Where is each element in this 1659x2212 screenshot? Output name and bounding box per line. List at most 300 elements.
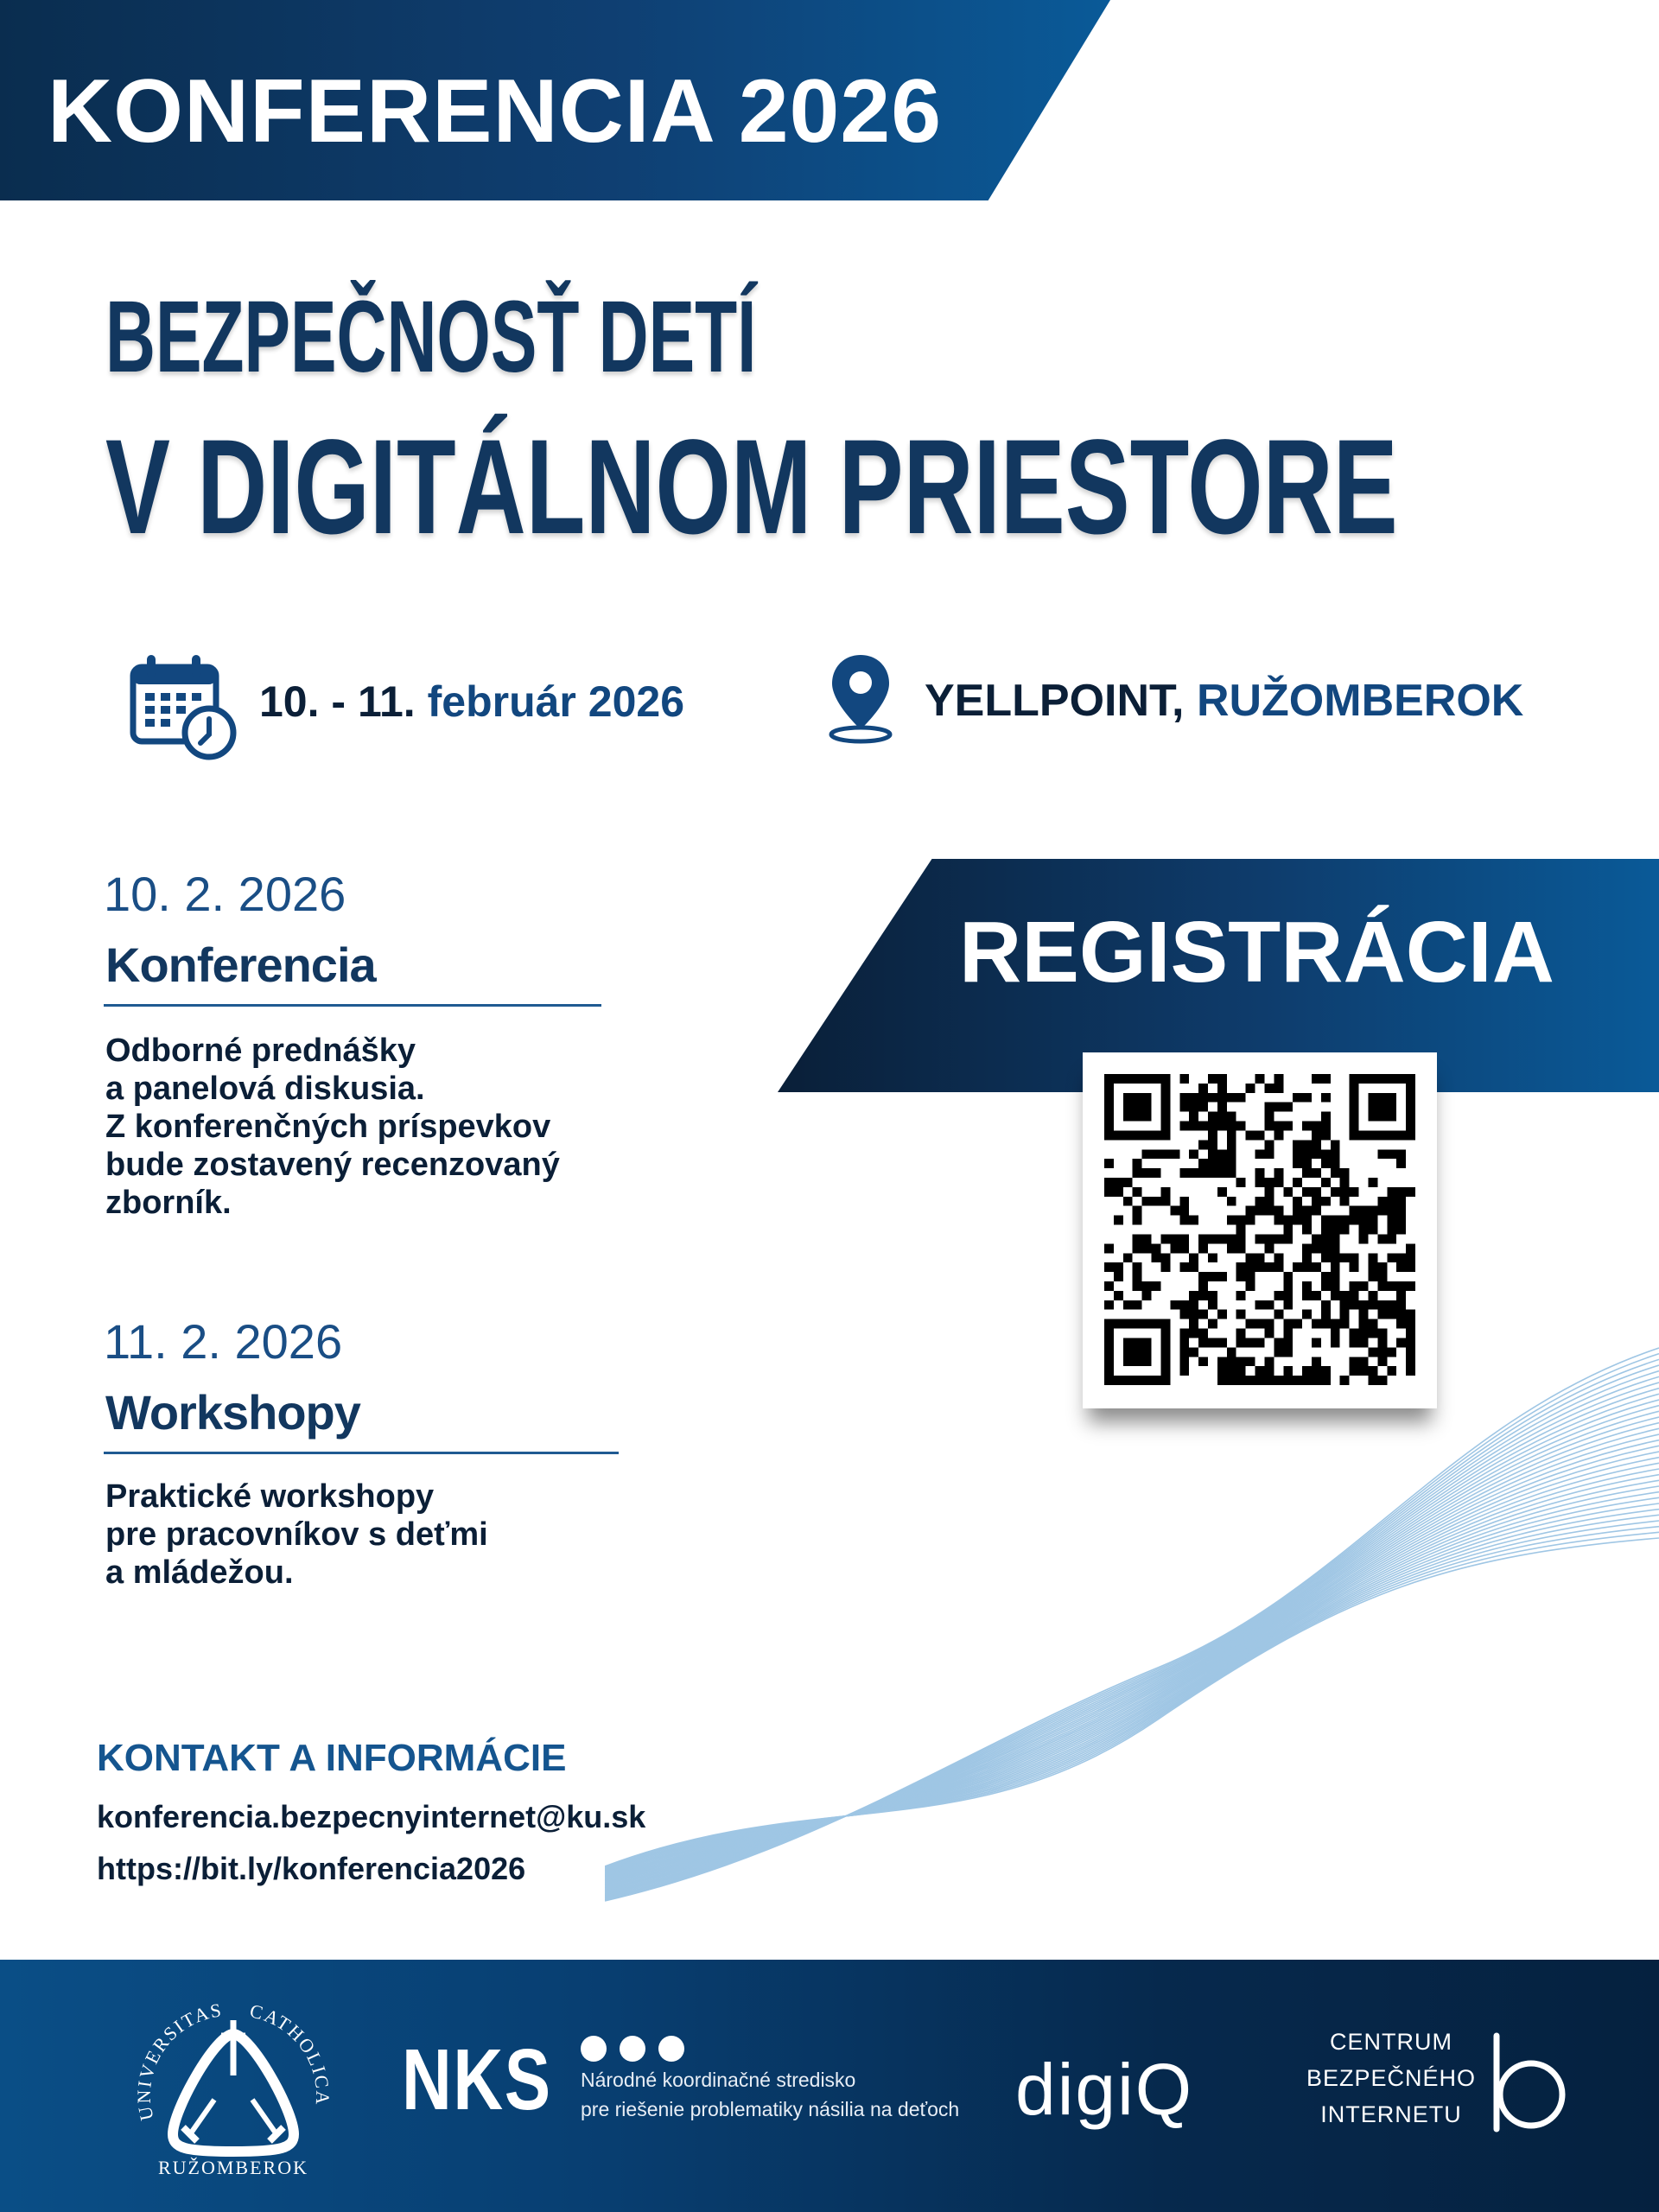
qr-module [1406, 1103, 1415, 1112]
qr-module [1359, 1206, 1369, 1216]
qr-module [1217, 1376, 1227, 1385]
qr-module [1274, 1234, 1283, 1243]
qr-module [1321, 1281, 1331, 1291]
qr-module [1255, 1234, 1265, 1243]
qr-module [1321, 1310, 1331, 1319]
qr-module [1387, 1310, 1396, 1319]
qr-module [1321, 1178, 1331, 1187]
qr-module [1359, 1225, 1369, 1235]
qr-module [1350, 1074, 1359, 1084]
qr-module [1104, 1281, 1114, 1291]
qr-module [1302, 1122, 1312, 1131]
qr-module [1123, 1338, 1133, 1347]
qr-module [1227, 1376, 1236, 1385]
qr-module [1208, 1112, 1217, 1122]
qr-module [1142, 1168, 1152, 1178]
qr-module [1312, 1206, 1321, 1216]
qr-module [1350, 1338, 1359, 1347]
qr-module [1377, 1149, 1387, 1159]
contact-url-link[interactable]: https://bit.ly/konferencia2026 [97, 1851, 526, 1886]
qr-module [1264, 1112, 1274, 1122]
event-dates-days: 10. - 11. [259, 677, 416, 726]
qr-module [1142, 1319, 1152, 1329]
day-2-divider [104, 1452, 619, 1454]
qr-module [1312, 1338, 1321, 1347]
qr-module [1160, 1074, 1170, 1084]
qr-module [1396, 1281, 1406, 1291]
qr-module [1246, 1376, 1255, 1385]
qr-module [1406, 1074, 1415, 1084]
qr-module [1104, 1159, 1114, 1168]
qr-module [1283, 1366, 1293, 1376]
qr-module [1142, 1103, 1152, 1112]
description-line: bude zostavený recenzovaný [105, 1147, 560, 1183]
qr-module [1133, 1187, 1142, 1197]
qr-module [1104, 1319, 1114, 1329]
qr-module [1255, 1149, 1265, 1159]
qr-module [1359, 1319, 1369, 1329]
qr-module [1208, 1300, 1217, 1310]
qr-module [1104, 1122, 1114, 1131]
qr-module [1114, 1376, 1123, 1385]
location-pin-icon [825, 650, 896, 745]
qr-module [1368, 1130, 1377, 1140]
qr-module [1396, 1262, 1406, 1272]
qr-module [1396, 1225, 1406, 1235]
qr-module [1283, 1347, 1293, 1357]
qr-module [1133, 1357, 1142, 1366]
qr-module [1350, 1329, 1359, 1338]
qr-module [1104, 1357, 1114, 1366]
qr-module [1359, 1329, 1369, 1338]
qr-module [1189, 1347, 1198, 1357]
qr-module [1377, 1281, 1387, 1291]
qr-module [1302, 1376, 1312, 1385]
nks-dot-icon [620, 2036, 645, 2062]
qr-module [1331, 1234, 1340, 1243]
qr-module [1160, 1084, 1170, 1093]
qr-module [1396, 1338, 1406, 1347]
qr-module [1246, 1338, 1255, 1347]
qr-module [1198, 1159, 1208, 1168]
qr-module [1396, 1130, 1406, 1140]
qr-module [1152, 1243, 1161, 1253]
qr-module [1255, 1319, 1265, 1329]
qr-module [1406, 1329, 1415, 1338]
qr-module [1377, 1103, 1387, 1112]
qr-module [1179, 1347, 1189, 1357]
qr-module [1368, 1178, 1377, 1187]
description-line: Praktické workshopy [105, 1478, 435, 1515]
qr-module [1274, 1291, 1283, 1300]
qr-module [1189, 1122, 1198, 1131]
qr-module [1302, 1216, 1312, 1225]
qr-module [1179, 1300, 1189, 1310]
wave-line [605, 1406, 1659, 1891]
qr-module [1340, 1253, 1350, 1262]
qr-module [1283, 1122, 1293, 1131]
qr-module [1387, 1093, 1396, 1103]
qr-module [1264, 1319, 1274, 1329]
qr-module [1255, 1338, 1265, 1347]
qr-module [1293, 1376, 1302, 1385]
qr-module [1142, 1234, 1152, 1243]
qr-module [1387, 1253, 1396, 1262]
qr-module [1368, 1253, 1377, 1262]
qr-module [1331, 1253, 1340, 1262]
qr-module [1274, 1206, 1283, 1216]
qr-module [1274, 1168, 1283, 1178]
qr-module [1396, 1197, 1406, 1206]
qr-module [1227, 1366, 1236, 1376]
qr-module [1302, 1225, 1312, 1235]
qr-module [1377, 1357, 1387, 1366]
qr-module [1179, 1074, 1189, 1084]
qr-module [1104, 1262, 1114, 1272]
qr-module [1189, 1310, 1198, 1319]
qr-module [1123, 1197, 1133, 1206]
qr-module [1114, 1074, 1123, 1084]
qr-module [1179, 1329, 1189, 1338]
qr-module [1293, 1216, 1302, 1225]
qr-module [1246, 1272, 1255, 1281]
qr-module [1246, 1281, 1255, 1291]
qr-module [1396, 1149, 1406, 1159]
qr-module [1236, 1357, 1246, 1366]
qr-module [1302, 1187, 1312, 1197]
qr-module [1359, 1074, 1369, 1084]
description-line: pre pracovníkov s deťmi [105, 1516, 488, 1553]
qr-module [1264, 1187, 1274, 1197]
qr-module [1321, 1159, 1331, 1168]
qr-module [1208, 1272, 1217, 1281]
nks-subtitle-line-1: Národné koordinačné stredisko [581, 2069, 856, 2091]
qr-module [1406, 1319, 1415, 1329]
qr-module [1302, 1206, 1312, 1216]
qr-module [1133, 1093, 1142, 1103]
qr-module [1236, 1376, 1246, 1385]
qr-module [1133, 1074, 1142, 1084]
qr-module [1264, 1206, 1274, 1216]
description-line: Odborné prednášky [105, 1033, 416, 1069]
qr-module [1331, 1149, 1340, 1159]
qr-module [1340, 1376, 1350, 1385]
qr-module [1406, 1347, 1415, 1357]
qr-module [1302, 1253, 1312, 1262]
qr-module [1359, 1130, 1369, 1140]
qr-module [1160, 1376, 1170, 1385]
qr-module [1123, 1376, 1133, 1385]
day-2-title: Workshopy [105, 1385, 360, 1440]
day-1-description [105, 1032, 560, 1222]
qr-module [1293, 1319, 1302, 1329]
qr-module [1198, 1357, 1208, 1366]
qr-module [1227, 1159, 1236, 1168]
qr-module [1283, 1319, 1293, 1329]
qr-module [1264, 1149, 1274, 1159]
qr-module [1208, 1338, 1217, 1347]
qr-module [1208, 1074, 1217, 1084]
qr-module [1198, 1291, 1208, 1300]
qr-module [1179, 1168, 1189, 1178]
wave-line [605, 1428, 1659, 1886]
qr-module [1160, 1197, 1170, 1206]
qr-module [1321, 1197, 1331, 1206]
qr-module [1293, 1159, 1302, 1168]
cbi-line-3: INTERNETU [1320, 2101, 1462, 2127]
qr-module [1236, 1310, 1246, 1319]
qr-module [1227, 1149, 1236, 1159]
qr-module [1331, 1319, 1340, 1329]
qr-module [1246, 1084, 1255, 1093]
qr-module [1350, 1187, 1359, 1197]
qr-module [1406, 1281, 1415, 1291]
qr-module [1368, 1103, 1377, 1112]
qr-module [1359, 1281, 1369, 1291]
qr-module [1387, 1197, 1396, 1206]
qr-module [1312, 1074, 1321, 1084]
qr-module [1340, 1197, 1350, 1206]
qr-module [1321, 1319, 1331, 1329]
qr-module [1104, 1347, 1114, 1357]
qr-module [1368, 1112, 1377, 1122]
catholic-university-logo [121, 1989, 346, 2181]
qr-module [1189, 1168, 1198, 1178]
qr-module [1377, 1262, 1387, 1272]
qr-module [1142, 1130, 1152, 1140]
qr-module [1312, 1130, 1321, 1140]
registration-title: REGISTRÁCIA [959, 904, 1554, 1001]
qr-module [1368, 1225, 1377, 1235]
qr-module [1160, 1347, 1170, 1357]
qr-module [1179, 1310, 1189, 1319]
qr-module [1189, 1103, 1198, 1112]
qr-module [1331, 1243, 1340, 1253]
qr-module [1179, 1234, 1189, 1243]
qr-module [1198, 1281, 1208, 1291]
qr-module [1340, 1310, 1350, 1319]
qr-module [1331, 1216, 1340, 1225]
qr-module [1387, 1149, 1396, 1159]
qr-module [1123, 1074, 1133, 1084]
qr-module [1142, 1112, 1152, 1122]
qr-module [1406, 1187, 1415, 1197]
qr-module [1104, 1178, 1114, 1187]
qr-module [1406, 1338, 1415, 1347]
venue-city: RUŽOMBEROK [1196, 676, 1524, 726]
qr-module [1160, 1234, 1170, 1243]
qr-module [1142, 1197, 1152, 1206]
qr-module [1312, 1234, 1321, 1243]
qr-module [1312, 1262, 1321, 1272]
qr-module [1142, 1243, 1152, 1253]
qr-module [1142, 1357, 1152, 1366]
qr-module [1274, 1253, 1283, 1262]
qr-module [1406, 1243, 1415, 1253]
qr-module [1114, 1291, 1123, 1300]
qr-module [1350, 1206, 1359, 1216]
description-line: Z konferenčných príspevkov [105, 1109, 551, 1145]
qr-module [1152, 1197, 1161, 1206]
qr-module [1321, 1225, 1331, 1235]
qr-module [1274, 1178, 1283, 1187]
qr-module [1152, 1168, 1161, 1178]
qr-module [1359, 1310, 1369, 1319]
qr-module [1114, 1130, 1123, 1140]
wave-line [605, 1376, 1659, 1896]
qr-module [1236, 1338, 1246, 1347]
qr-module [1387, 1187, 1396, 1197]
qr-module [1104, 1366, 1114, 1376]
qr-module [1321, 1366, 1331, 1376]
cbi-line-1: CENTRUM [1330, 2029, 1452, 2055]
qr-module [1368, 1300, 1377, 1310]
qr-module [1142, 1074, 1152, 1084]
qr-module [1217, 1084, 1227, 1093]
qr-module [1264, 1243, 1274, 1253]
qr-module [1208, 1291, 1217, 1300]
qr-module [1246, 1253, 1255, 1262]
qr-module [1208, 1253, 1217, 1262]
qr-module [1255, 1197, 1265, 1206]
qr-module [1331, 1159, 1340, 1168]
qr-module [1208, 1234, 1217, 1243]
qr-module [1104, 1243, 1114, 1253]
qr-module [1189, 1262, 1198, 1272]
qr-module [1312, 1376, 1321, 1385]
qr-module [1340, 1187, 1350, 1197]
qr-module [1368, 1376, 1377, 1385]
cbi-line-2: BEZPEČNÉHO [1306, 2065, 1477, 2091]
qr-module [1283, 1329, 1293, 1338]
qr-module [1152, 1074, 1161, 1084]
qr-module [1152, 1319, 1161, 1329]
qr-module [1406, 1093, 1415, 1103]
qr-module [1321, 1149, 1331, 1159]
qr-module [1274, 1084, 1283, 1093]
qr-module [1133, 1243, 1142, 1253]
qr-module [1396, 1074, 1406, 1084]
qr-module [1160, 1262, 1170, 1272]
qr-module [1208, 1122, 1217, 1131]
qr-module [1160, 1112, 1170, 1122]
qr-module [1170, 1300, 1179, 1310]
qr-module [1198, 1084, 1208, 1093]
qr-module [1387, 1216, 1396, 1225]
qr-module [1208, 1130, 1217, 1140]
digiq-logo: digiQ [1015, 2049, 1194, 2130]
qr-module [1368, 1291, 1377, 1300]
qr-module [1350, 1366, 1359, 1376]
qr-module [1142, 1291, 1152, 1300]
qr-module [1302, 1140, 1312, 1149]
qr-module [1179, 1338, 1189, 1347]
qr-module [1312, 1366, 1321, 1376]
qr-module [1189, 1319, 1198, 1329]
qr-module [1293, 1140, 1302, 1149]
qr-module [1236, 1262, 1246, 1272]
qr-module [1217, 1149, 1227, 1159]
qr-module [1331, 1338, 1340, 1347]
qr-module [1160, 1122, 1170, 1131]
qr-module [1283, 1216, 1293, 1225]
qr-module [1255, 1262, 1265, 1272]
qr-module [1236, 1243, 1246, 1253]
qr-module [1133, 1281, 1142, 1291]
nks-logo-text: NKS [402, 2031, 552, 2128]
qr-module [1368, 1093, 1377, 1103]
qr-module [1179, 1122, 1189, 1131]
qr-module [1283, 1291, 1293, 1300]
qr-module [1133, 1338, 1142, 1347]
day-2-description [105, 1478, 488, 1592]
qr-module [1387, 1300, 1396, 1310]
qr-module [1133, 1159, 1142, 1168]
qr-module [1217, 1093, 1227, 1103]
qr-module [1377, 1310, 1387, 1319]
qr-module [1142, 1093, 1152, 1103]
contact-email-link[interactable]: konferencia.bezpecnyinternet@ku.sk [97, 1799, 646, 1834]
qr-module [1264, 1197, 1274, 1206]
qr-module [1350, 1216, 1359, 1225]
headline-line-1: BEZPEČNOSŤ DETÍ [105, 280, 757, 394]
qr-module [1217, 1103, 1227, 1112]
qr-module [1350, 1357, 1359, 1366]
qr-module [1368, 1319, 1377, 1329]
qr-module [1368, 1262, 1377, 1272]
qr-module [1123, 1093, 1133, 1103]
qr-module [1179, 1216, 1189, 1225]
qr-module [1406, 1262, 1415, 1272]
qr-module [1387, 1130, 1396, 1140]
qr-module [1274, 1216, 1283, 1225]
qr-module [1340, 1300, 1350, 1310]
qr-module [1123, 1319, 1133, 1329]
qr-module [1312, 1197, 1321, 1206]
qr-module [1406, 1122, 1415, 1131]
qr-module [1217, 1112, 1227, 1122]
qr-module [1133, 1262, 1142, 1272]
qr-module [1198, 1310, 1208, 1319]
qr-module [1255, 1366, 1265, 1376]
qr-module [1227, 1168, 1236, 1178]
qr-module [1104, 1300, 1114, 1310]
qr-module [1321, 1122, 1331, 1131]
wave-line [605, 1411, 1659, 1889]
qr-module [1123, 1178, 1133, 1187]
qr-module [1368, 1329, 1377, 1338]
qr-module [1293, 1093, 1302, 1103]
qr-module [1264, 1366, 1274, 1376]
qr-module [1387, 1281, 1396, 1291]
qr-module [1264, 1084, 1274, 1093]
qr-module [1217, 1159, 1227, 1168]
qr-module [1133, 1168, 1142, 1178]
qr-code-icon[interactable] [1104, 1074, 1415, 1385]
qr-module [1142, 1376, 1152, 1385]
qr-module [1350, 1300, 1359, 1310]
qr-module [1331, 1187, 1340, 1197]
qr-module [1264, 1122, 1274, 1131]
qr-module [1340, 1291, 1350, 1300]
qr-module [1302, 1159, 1312, 1168]
qr-module [1396, 1159, 1406, 1168]
qr-module [1160, 1357, 1170, 1366]
qr-module [1104, 1103, 1114, 1112]
qr-module [1189, 1329, 1198, 1338]
qr-module [1142, 1347, 1152, 1357]
qr-module [1227, 1234, 1236, 1243]
